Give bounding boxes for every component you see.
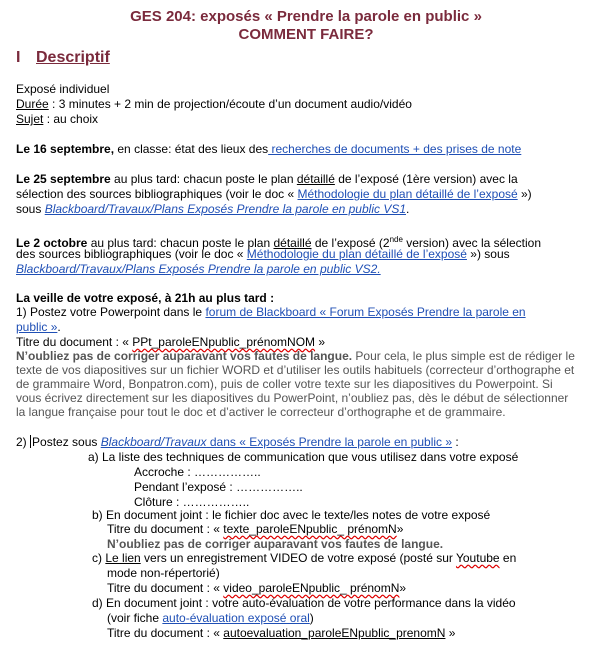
sujet-value: : au choix xyxy=(43,112,99,126)
text-cursor xyxy=(30,435,31,448)
para-16-sept xyxy=(16,142,596,157)
text-25-detaille: détaillé xyxy=(296,172,335,186)
text-2oct-c: version) avec la sélection xyxy=(402,236,541,250)
item-c-filename: video_paroleENpublic_ prénomN xyxy=(223,581,400,595)
warn-line2: texte de vos diapositives sur un fichier WORD et d’utiliser les outils habituels (correcteur d’orthographe et xyxy=(16,363,575,377)
item-b-title-a: Titre du document : « xyxy=(107,522,224,536)
item-b-title-c: » xyxy=(396,522,404,536)
item-d-title-c: » xyxy=(445,626,456,640)
step1-title xyxy=(16,335,596,350)
link-auto-evaluation[interactable]: auto-évaluation exposé oral xyxy=(162,611,310,625)
text-25-f: . xyxy=(406,202,410,216)
text-25-d: ») xyxy=(517,187,532,201)
item-d-title-a: Titre du document : « xyxy=(107,626,224,640)
intro-sujet xyxy=(16,112,596,127)
warn-line3: de grammaire Word, Bonpatron.com), puis de coller votre texte sur les diapositives du Powerpoint. Si xyxy=(16,377,553,391)
link-blackboard-vs1[interactable]: Blackboard/Travaux/Plans Exposés Prendre la parole en public VS1 xyxy=(44,202,406,216)
warn-rest1: Pour cela, le plus simple est de rédiger le xyxy=(352,349,575,363)
link-blackboard-travaux[interactable]: Blackboard/Travaux xyxy=(100,435,207,449)
link-methodologie-2[interactable]: Méthodologie du plan détaillé de l’exposé xyxy=(246,247,467,261)
link-forum-blackboard[interactable]: forum de Blackboard « Forum Exposés Prendre la parole en xyxy=(205,305,526,319)
doc-title-line1: GES 204: exposés « Prendre la parole en public » xyxy=(130,8,482,25)
warn-line4: vous écrivez directement sur les diapositives du PowerPoint, n’oubliez pas, dès le début de sélectionner xyxy=(16,391,569,405)
item-d: d) En document joint : votre auto-évaluation de votre performance dans la vidéo xyxy=(92,596,516,610)
doc-title-line2: COMMENT FAIRE? xyxy=(238,26,374,43)
text-25-a: au plus tard: chacun poste le plan xyxy=(110,172,297,186)
section-number: I xyxy=(16,49,21,66)
item-d-title xyxy=(107,626,597,641)
step1-line1 xyxy=(16,305,596,320)
step1-line2 xyxy=(16,320,596,335)
item-cloture: Clôture : …………….. xyxy=(134,495,250,509)
para-2-oct-l2 xyxy=(16,247,596,262)
text-25-b: de l’exposé (1ère version) avec la xyxy=(334,172,518,186)
date-16-sept: Le 16 septembre, xyxy=(16,142,115,156)
step2-line xyxy=(16,435,596,450)
veille-heading: La veille de votre exposé, à 21h au plus tard : xyxy=(16,291,275,305)
item-b-filename: texte_paroleENpublic_ prénomN xyxy=(223,522,397,536)
text-25-c: sélection des sources bibliographiques (voir le doc « xyxy=(16,187,298,201)
step2-text: Postez sous xyxy=(32,435,101,449)
link-exposes-parole[interactable]: dans « Exposés Prendre la parole en public » xyxy=(206,435,453,449)
warn-line5: la langue française pour tout le doc et d’activer le correcteur d’orthographe et de grammaire. xyxy=(16,405,506,419)
step2-colon: : xyxy=(452,435,459,449)
warn-line1 xyxy=(16,349,596,364)
para-25-sept-l2 xyxy=(16,187,596,202)
item-c xyxy=(92,551,598,566)
intro-duree xyxy=(16,97,596,112)
step1-title-filename: PPt_paroleENpublic_prénomNOM xyxy=(132,335,316,349)
item-accroche: Accroche : …………….. xyxy=(134,465,261,479)
para-25-sept-l1 xyxy=(16,172,596,187)
item-a: a) La liste des techniques de communication que vous utilisez dans votre exposé xyxy=(88,450,519,464)
item-c-lien: Le lien xyxy=(105,551,141,565)
item-b: b) En document joint : le fichier doc avec le texte/les notes de votre exposé xyxy=(92,508,491,522)
link-methodologie-1[interactable]: Méthodologie du plan détaillé de l’exposé xyxy=(297,187,518,201)
item-c-num: c) xyxy=(92,551,106,565)
item-c-en: en xyxy=(499,551,517,565)
duree-label: Durée xyxy=(16,97,49,111)
item-d-close: ) xyxy=(309,611,314,625)
link-recherches[interactable]: recherches de documents + des prises de note xyxy=(268,142,522,156)
text-25-e: sous xyxy=(16,202,45,216)
item-d-voir: (voir fiche xyxy=(107,611,163,625)
item-c-text: vers un enregistrement VIDEO de votre exposé (posté sur xyxy=(140,551,456,565)
item-b-warn: N’oubliez pas de corriger auparavant vos fautes de langue. xyxy=(107,537,444,551)
item-c-title-a: Titre du document : « xyxy=(107,581,224,595)
item-d-line2 xyxy=(107,611,597,626)
para-2-oct-l3 xyxy=(16,262,596,277)
text-2oct-a: au plus tard: chacun poste le plan xyxy=(87,236,274,250)
text-2oct-e: ») sous xyxy=(466,247,510,261)
duree-value: : 3 minutes + 2 min de projection/écoute d’un document audio/vidéo xyxy=(48,97,412,111)
date-2-oct: Le 2 octobre xyxy=(16,236,88,250)
item-c-title-c: » xyxy=(399,581,407,595)
item-c-line2: mode non-répertorié) xyxy=(107,566,220,580)
item-c-title xyxy=(107,581,597,596)
item-c-youtube: Youtube xyxy=(455,551,500,565)
text-2oct-b: de l’exposé (2 xyxy=(311,236,390,250)
item-d-filename: autoevaluation_paroleENpublic_prenomN xyxy=(223,626,446,640)
item-pendant: Pendant l’exposé : …………….. xyxy=(134,480,303,494)
step1-title-c: » xyxy=(315,335,326,349)
item-b-title xyxy=(107,522,597,537)
date-25-sept: Le 25 septembre xyxy=(16,172,111,186)
section-heading xyxy=(16,50,110,65)
para-25-sept-l3 xyxy=(16,202,596,217)
step1-period: . xyxy=(57,320,61,334)
text-2oct-sup: nde xyxy=(389,235,403,244)
step1-text: 1) Postez votre Powerpoint dans le xyxy=(16,305,206,319)
step2-num: 2) xyxy=(16,435,31,449)
link-forum-blackboard-cont[interactable]: public » xyxy=(16,320,58,334)
step1-title-a: Titre du document : « xyxy=(16,335,133,349)
link-blackboard-vs2[interactable]: Blackboard/Travaux/Plans Exposés Prendre la parole en public VS2. xyxy=(16,262,381,276)
text-16-sept: en classe: état des lieux des xyxy=(114,142,269,156)
intro-line1: Exposé individuel xyxy=(16,82,110,96)
section-label: Descriptif xyxy=(36,49,110,66)
text-2oct-d: des sources bibliographiques (voir le doc « xyxy=(16,247,247,261)
warn-bold: N’oubliez pas de corriger auparavant vos fautes de langue. xyxy=(16,349,353,363)
text-2oct-detaille: détaillé xyxy=(273,236,312,250)
sujet-label: Sujet xyxy=(16,112,44,126)
